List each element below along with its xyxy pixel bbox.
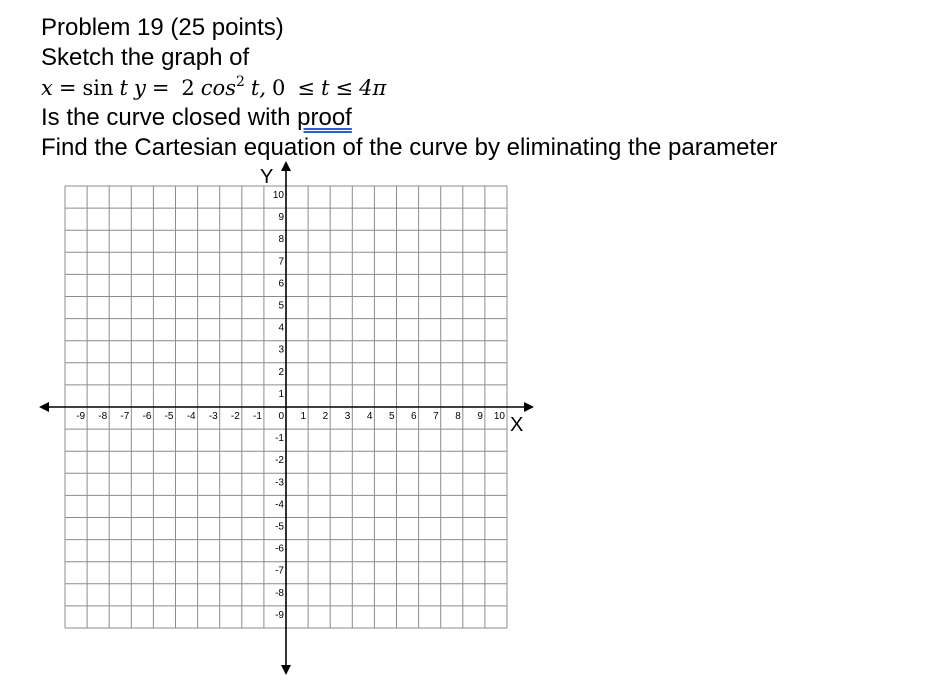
x-tick-label: -3 <box>208 411 218 422</box>
eq-upper-bound: 4π <box>359 76 387 100</box>
x-tick-label: 9 <box>477 411 483 422</box>
y-tick-label: -7 <box>275 565 284 577</box>
x-tick-label: 3 <box>344 411 351 422</box>
eq-exponent: 2 <box>235 74 245 90</box>
x-tick-label: -7 <box>120 411 130 422</box>
eq-cos: cos <box>200 76 236 100</box>
x-tick-label: 4 <box>366 411 373 422</box>
y-tick-label: -3 <box>275 477 284 489</box>
y-tick-label: 5 <box>278 300 284 312</box>
y-tick-label: 4 <box>278 322 284 334</box>
eq-le-2: ≤ <box>335 76 354 100</box>
x-tick-label: -6 <box>142 411 152 422</box>
eq-coefficient: 2 <box>181 76 195 100</box>
x-tick-label: -1 <box>252 411 262 422</box>
y-tick-label: 9 <box>278 212 284 224</box>
x-tick-label: 1 <box>300 411 307 422</box>
y-tick-label: 7 <box>278 256 284 268</box>
eq-y-var: y <box>133 76 146 100</box>
x-tick-label: -5 <box>164 411 174 422</box>
eq-x-var: x <box>41 76 53 100</box>
x-tick-label: -2 <box>230 411 240 422</box>
question-closed-prefix: Is the curve closed with <box>41 104 298 131</box>
x-tick-label: 5 <box>388 411 395 422</box>
y-axis-arrow-up <box>281 161 291 171</box>
y-axis-arrow-down <box>281 665 291 675</box>
eq-t-1: t <box>119 76 128 100</box>
y-tick-label: -8 <box>275 587 284 599</box>
x-axis-label: X <box>510 414 524 436</box>
y-tick-label: -4 <box>275 499 284 511</box>
y-axis-label: Y <box>260 166 274 188</box>
x-axis-arrow-left <box>39 402 49 412</box>
x-tick-label: 8 <box>455 411 461 422</box>
y-tick-label: 10 <box>272 190 284 201</box>
x-tick-label: 6 <box>411 411 417 422</box>
x-tick-label: 7 <box>433 411 439 422</box>
x-tick-label: -4 <box>186 411 196 422</box>
y-tick-label: -1 <box>275 433 284 445</box>
y-tick-label: -2 <box>275 455 284 467</box>
eq-t-3: t <box>321 76 330 100</box>
question-cartesian: Find the Cartesian equation of the curve by eliminating the parameter <box>41 134 778 161</box>
y-tick-label: 1 <box>278 388 284 400</box>
x-tick-label: -9 <box>76 411 86 422</box>
y-tick-label: 6 <box>278 278 284 290</box>
eq-lower-bound: 0 <box>272 76 286 100</box>
eq-sin: sin <box>82 76 114 100</box>
y-tick-label: 3 <box>278 344 284 356</box>
eq-le-1: ≤ <box>297 76 316 100</box>
y-tick-label: 2 <box>278 366 284 378</box>
eq-t-2: t, <box>250 76 267 100</box>
x-axis-arrow-right <box>524 402 534 412</box>
x-tick-label: 10 <box>493 411 505 422</box>
y-tick-label: 8 <box>278 234 284 246</box>
proof-word: proof <box>297 104 352 131</box>
y-tick-label: -9 <box>275 609 284 621</box>
problem-title: Problem 19 (25 points) <box>41 14 284 41</box>
y-tick-label: -5 <box>275 521 284 533</box>
x-tick-label: -8 <box>98 411 108 422</box>
eq-equals-1: = <box>58 76 77 100</box>
eq-equals-2: = <box>151 76 170 100</box>
y-tick-label: -6 <box>275 543 284 555</box>
x-tick-label: 0 <box>278 411 284 422</box>
problem-instruction: Sketch the graph of <box>41 44 250 71</box>
y-tick-labels <box>273 190 285 621</box>
x-tick-label: 2 <box>322 411 329 422</box>
